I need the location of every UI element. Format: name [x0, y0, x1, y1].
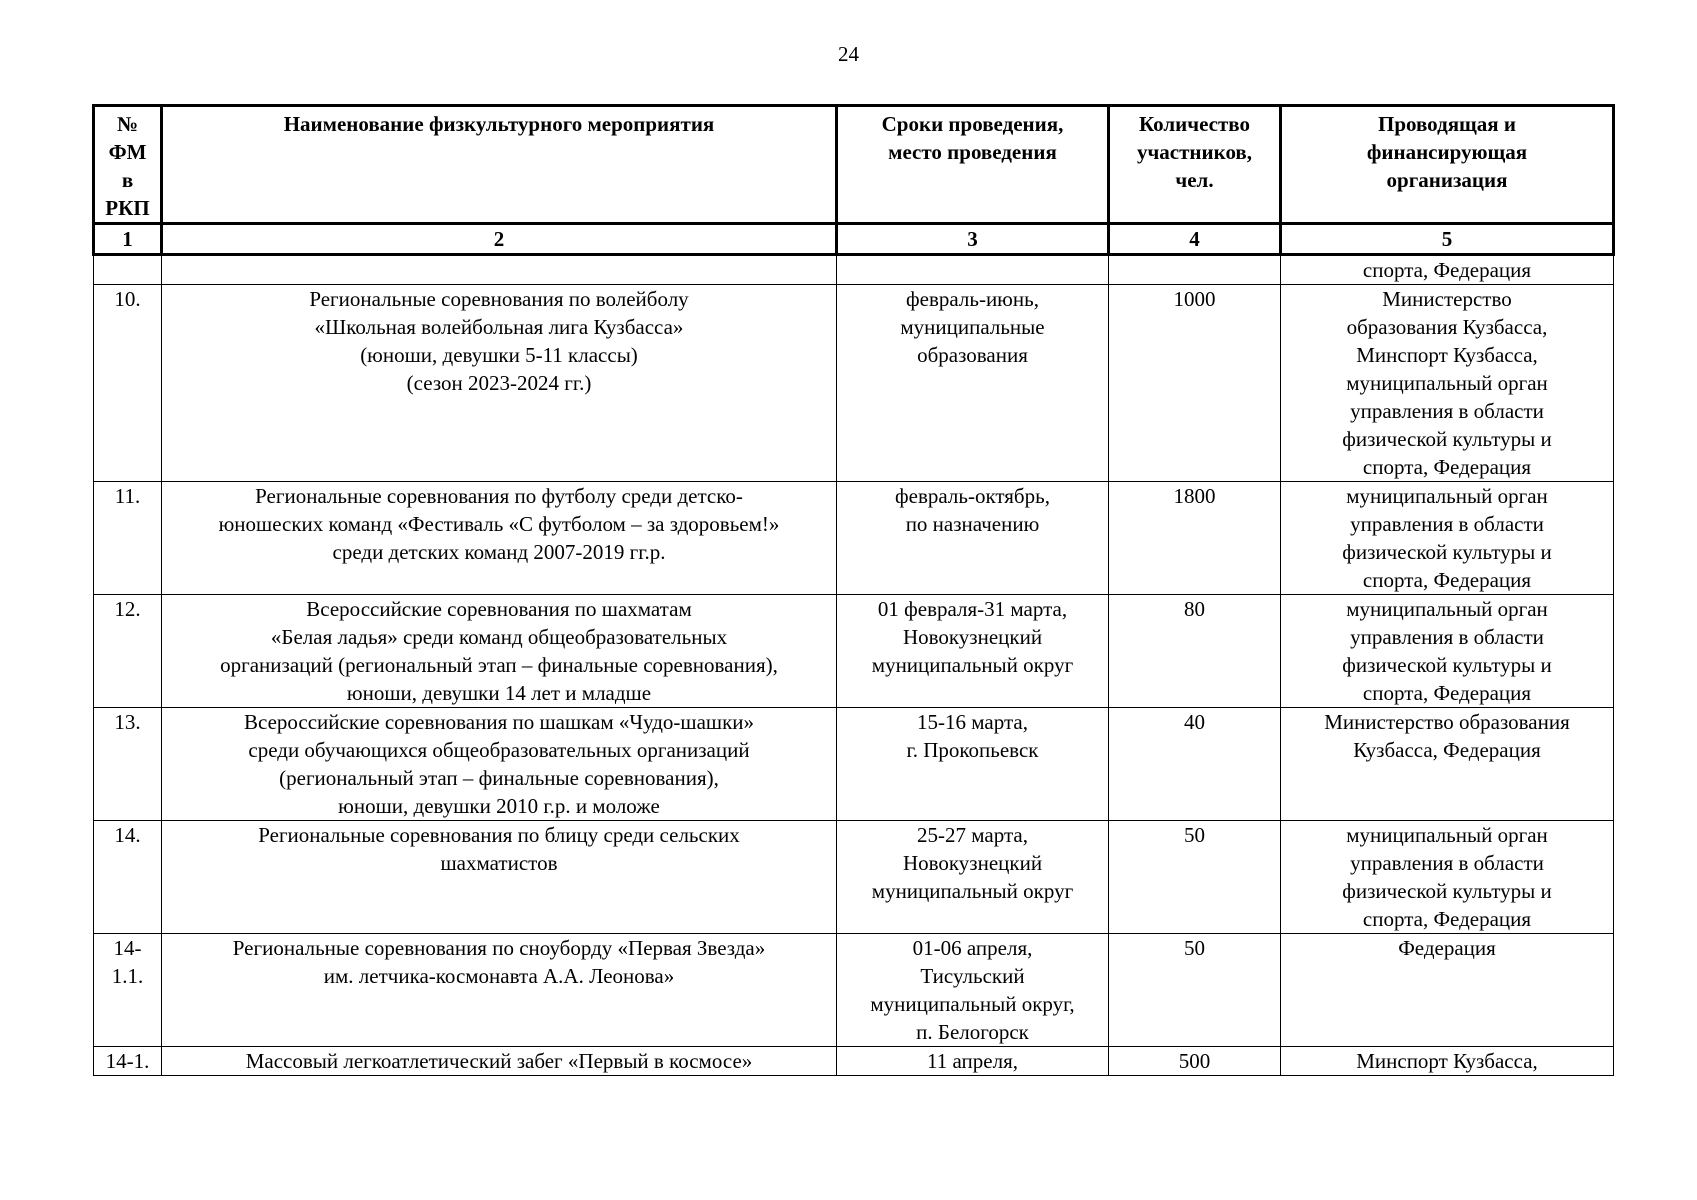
col-number: 5 — [1281, 224, 1614, 255]
col-header-count: Количество участников, чел. — [1109, 106, 1281, 224]
table-row — [94, 1047, 1614, 1076]
cell-name: Массовый легкоатлетический забег «Первый в космосе» — [162, 1047, 837, 1076]
cell-number: 14. — [94, 821, 162, 934]
cell-name: Региональные соревнования по сноуборду «Первая Звезда» им. летчика-космонавта А.А. Леонова» — [162, 934, 837, 1047]
cell-number: 14-1.1. — [94, 934, 162, 1047]
cell-name: Всероссийские соревнования по шахматам «Белая ладья» среди команд общеобразовательных организаций (региональный этап – финальные соревнования), юноши, девушки 14 лет и младше — [162, 595, 837, 708]
cell-name: Всероссийские соревнования по шашкам «Чудо-шашки» среди обучающихся общеобразовательных организаций (региональный этап – финальные соревнования), юноши, девушки 2010 г.р. и моложе — [162, 708, 837, 821]
table-row — [94, 934, 1614, 1047]
table-row — [94, 285, 1614, 482]
col-header-org: Проводящая и финансирующая организация — [1281, 106, 1614, 224]
col-number: 4 — [1109, 224, 1281, 255]
cell-count: 40 — [1109, 708, 1281, 821]
cell-number: 14-1. — [94, 1047, 162, 1076]
cell-empty — [162, 255, 837, 285]
cell-empty — [94, 255, 162, 285]
cell-dates: 01 февраля-31 марта, Новокузнецкий муниципальный округ — [837, 595, 1109, 708]
events-table — [92, 104, 1615, 1076]
col-header-dates: Сроки проведения, место проведения — [837, 106, 1109, 224]
page-number: 24 — [838, 42, 859, 66]
cell-count: 50 — [1109, 934, 1281, 1047]
cell-count: 500 — [1109, 1047, 1281, 1076]
cell-org: Министерство образования Кузбасса, Минспорт Кузбасса, муниципальный орган управления в области физической культуры и спорта, Федерация — [1281, 285, 1614, 482]
table-row — [94, 482, 1614, 595]
col-header-number: № ФМ в РКП — [94, 106, 162, 224]
cell-dates: 15-16 марта, г. Прокопьевск — [837, 708, 1109, 821]
cell-org: Федерация — [1281, 934, 1614, 1047]
cell-dates: 11 апреля, — [837, 1047, 1109, 1076]
cell-empty — [1109, 255, 1281, 285]
cell-name: Региональные соревнования по футболу среди детско- юношеских команд «Фестиваль «С футболом – за здоровьем!» среди детских команд 2007-2019 гг.р. — [162, 482, 837, 595]
col-number: 1 — [94, 224, 162, 255]
cell-name: Региональные соревнования по блицу среди сельских шахматистов — [162, 821, 837, 934]
cell-org: спорта, Федерация — [1281, 255, 1614, 285]
table-row — [94, 595, 1614, 708]
cell-dates: 01-06 апреля, Тисульский муниципальный округ, п. Белогорск — [837, 934, 1109, 1047]
table-row-continued — [94, 255, 1614, 285]
table-header-row — [94, 106, 1614, 224]
cell-number: 13. — [94, 708, 162, 821]
cell-org: Министерство образования Кузбасса, Федерация — [1281, 708, 1614, 821]
cell-count: 1000 — [1109, 285, 1281, 482]
cell-number: 10. — [94, 285, 162, 482]
cell-name: Региональные соревнования по волейболу «Школьная волейбольная лига Кузбасса» (юноши, девушки 5-11 классы) (сезон 2023-2024 гг.) — [162, 285, 837, 482]
cell-count: 80 — [1109, 595, 1281, 708]
table-row — [94, 708, 1614, 821]
table-row — [94, 821, 1614, 934]
cell-count: 1800 — [1109, 482, 1281, 595]
cell-dates: февраль-июнь, муниципальные образования — [837, 285, 1109, 482]
cell-empty — [837, 255, 1109, 285]
column-numbers-row — [94, 224, 1614, 255]
cell-number: 11. — [94, 482, 162, 595]
col-number: 3 — [837, 224, 1109, 255]
cell-org: Минспорт Кузбасса, — [1281, 1047, 1614, 1076]
cell-org: муниципальный орган управления в области физической культуры и спорта, Федерация — [1281, 821, 1614, 934]
cell-org: муниципальный орган управления в области физической культуры и спорта, Федерация — [1281, 595, 1614, 708]
cell-dates: 25-27 марта, Новокузнецкий муниципальный округ — [837, 821, 1109, 934]
cell-dates: февраль-октябрь, по назначению — [837, 482, 1109, 595]
col-header-name: Наименование физкультурного мероприятия — [162, 106, 837, 224]
cell-count: 50 — [1109, 821, 1281, 934]
cell-org: муниципальный орган управления в области физической культуры и спорта, Федерация — [1281, 482, 1614, 595]
cell-number: 12. — [94, 595, 162, 708]
col-number: 2 — [162, 224, 837, 255]
